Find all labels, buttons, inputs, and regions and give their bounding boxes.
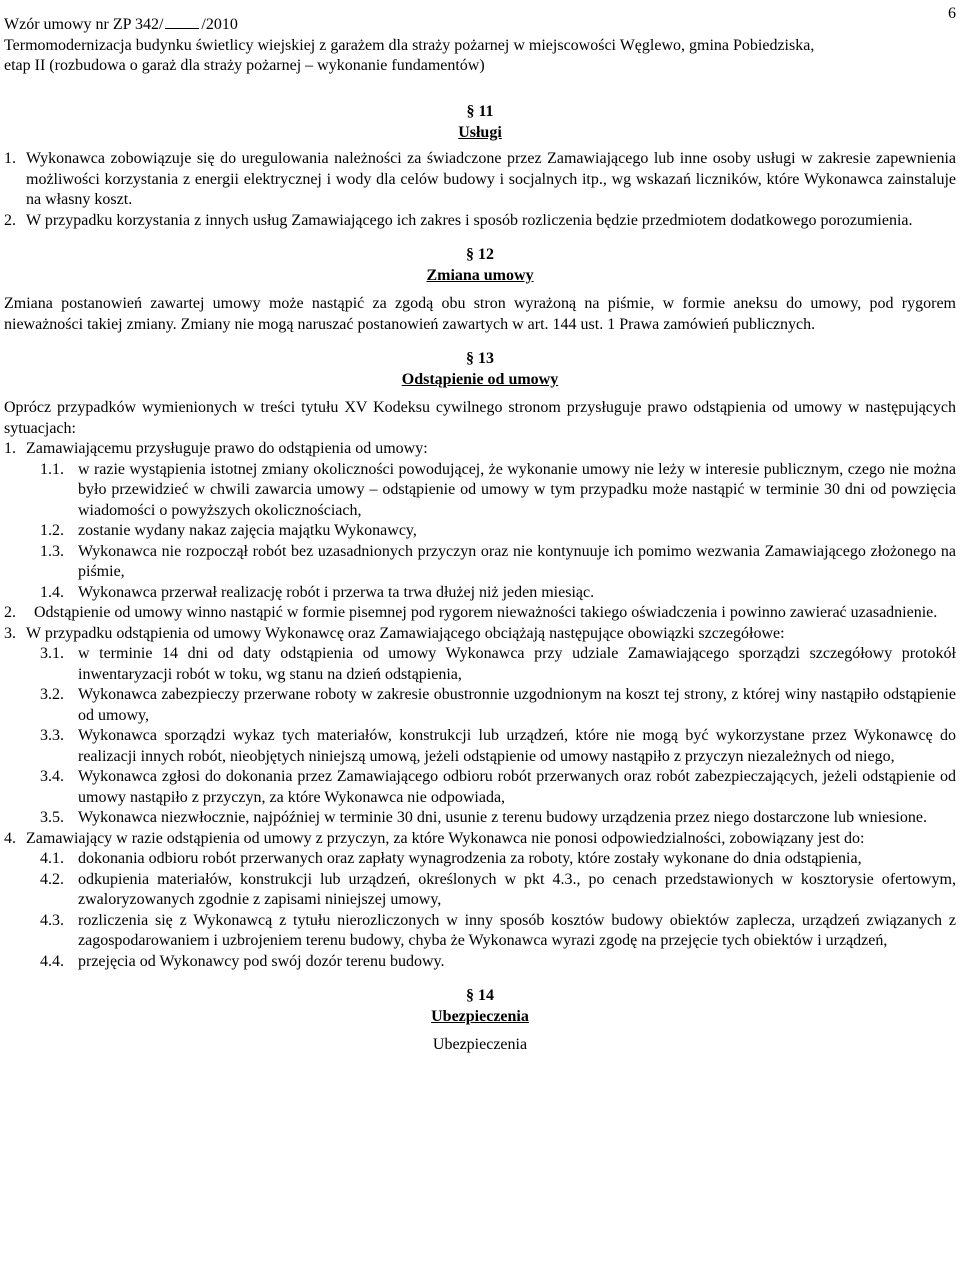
sub-list-item: 3.4. Wykonawca zgłosi do dokonania przez Zamawiającego odbioru robót przerwanych oraz robót zabezpieczających, jeżeli odstąpienie od umowy nastąpiło z przyczyn, za które Wykonawca nie odpowiada,: [40, 768, 956, 806]
sub-list-item: 4.4. przejęcia od Wykonawcy pod swój dozór terenu budowy.: [40, 952, 445, 970]
sub-list-item: 1.2. zostanie wydany nakaz zajęcia majątku Wykonawcy,: [40, 522, 417, 539]
document-header: [4, 14, 944, 77]
list-item: 2. W przypadku korzystania z innych usług Zamawiającego ich zakres i sposób rozliczenia będzie przedmiotem dodatkowego porozumienia.: [4, 211, 913, 229]
project-title-line2: etap II (rozbudowa o garaż dla straży pożarnej – wykonanie fundamentów): [4, 57, 485, 74]
list-item: 3. W przypadku odstąpienia od umowy Wykonawcę oraz Zamawiającego obciążają następujące obowiązki szczegółowe:: [4, 624, 785, 642]
sub-list-item: 4.1. dokonania odbioru robót przerwanych oraz zapłaty wynagrodzenia za roboty, które zostały wykonane do dnia odstąpienia,: [40, 850, 862, 867]
sub-list-item: 3.5. Wykonawca niezwłocznie, najpóźniej w terminie 30 dni, usunie z terenu budowy urządzenia przez niego dostarczone lub wniesione.: [40, 809, 927, 826]
section-12-heading: [4, 245, 956, 286]
list-item: 1. Wykonawca zobowiązuje się do uregulowania należności za świadczone przez Zamawiającego lub inne osoby usługi w zakresie zapewnienia możliwości korzystania z energii elektrycznej i wody dla celów budowy i socjalnych itp., wg wskazań liczników, które Wykonawca zainstaluje na własny koszt.: [4, 150, 956, 208]
section-12-text: Zmiana postanowień zawartej umowy może nastąpić za zgodą obu stron wyrażoną na piśmie, w formie aneksu do umowy, pod rygorem nieważności takiej zmiany. Zmiany nie mogą naruszać postanowień zawartych w art. 144 ust. 1 Prawa zamówień publicznych.: [4, 295, 956, 333]
section-11-heading: [4, 102, 956, 143]
contract-number-prefix: Wzór umowy nr ZP 342/: [4, 16, 164, 33]
list-item: 4. Zamawiający w razie odstąpienia od umowy z przyczyn, za które Wykonawca nie ponosi odpowiedzialności, zobowiązany jest do:: [4, 829, 865, 847]
contract-number-suffix: /2010: [201, 16, 238, 33]
sub-list-item: 1.3. Wykonawca nie rozpoczął robót bez uzasadnionych przyczyn oraz nie kontynuuje ich pomimo wezwania Zamawiającego złożonego na piśmie,: [40, 542, 956, 580]
sub-list-item: 3.2. Wykonawca zabezpieczy przerwane roboty w zakresie obustronnie uzgodnionym na koszt tej strony, z której winy nastąpiło odstąpienie od umowy,: [40, 686, 956, 724]
section-number: § 12: [466, 246, 494, 263]
document-body: [4, 102, 956, 1056]
sub-list-item: 1.1. w razie wystąpienia istotnej zmiany okoliczności powodującej, że wykonanie umowy nie leży w interesie publicznym, czego nie można było przewidzieć w chwili zawarcia umowy – odstąpienie od umowy w tym przypadku może nastąpić w terminie 30 dni od powzięcia wiadomości o powyższych okolicznościach,: [40, 460, 956, 519]
section-title: Usługi: [458, 123, 502, 141]
section-14-subtitle: Ubezpieczenia: [432, 1036, 528, 1053]
section-13-intro: Oprócz przypadków wymienionych w treści tytułu XV Kodeksu cywilnego stronom przysługuje prawo odstąpienia od umowy w następujących sytuacjach:: [4, 399, 956, 437]
section-number: § 11: [466, 103, 494, 120]
list-item: 2. Odstąpienie od umowy winno nastąpić w formie pisemnej pod rygorem nieważności takiego oświadczenia i powinno zawierać uzasadnienie.: [4, 604, 938, 621]
section-number: § 13: [466, 350, 494, 367]
list-item: 1. Zamawiającemu przysługuje prawo do odstąpienia od umowy:: [4, 440, 428, 457]
section-number: § 14: [466, 987, 494, 1004]
contract-number-blank: [165, 14, 199, 29]
sub-list-item: 3.3. Wykonawca sporządzi wykaz tych materiałów, konstrukcji lub urządzeń, które nie mogą być wykorzystane przez Wykonawcę do realizacji innych robót, nieobjętych niniejszą umową, jeżeli odstąpienie od umowy nastąpiło z przyczyn niezależnych od niego,: [40, 727, 956, 765]
section-title: Zmiana umowy: [426, 266, 534, 284]
sub-list-item: 4.2. odkupienia materiałów, konstrukcji lub urządzeń, określonych w pkt 4.3., po cenach przedstawionych w kosztorysie ofertowym, zwaloryzowanych zgodnie z zapisami niniejszej umowy,: [40, 870, 956, 908]
section-title: Odstąpienie od umowy: [401, 370, 559, 388]
page-number: 6: [948, 5, 956, 22]
sub-list-item: 1.4. Wykonawca przerwał realizację robót i przerwa ta trwa dłużej niż jeden miesiąc.: [40, 583, 595, 601]
sub-list-item: 3.1. w terminie 14 dni od daty odstąpienia od umowy Wykonawca przy udziale Zamawiającego sporządzi szczegółowy protokół inwentaryzacji robót w toku, wg stanu na dzień odstąpienia,: [40, 645, 956, 683]
section-title: Ubezpieczenia: [431, 1007, 529, 1025]
section-13-heading: [4, 349, 956, 390]
project-title-line1: Termomodernizacja budynku świetlicy wiejskiej z garażem dla straży pożarnej w miejscowości Węglewo, gmina Pobiedziska,: [4, 36, 815, 54]
contract-number: [4, 14, 944, 36]
sub-list-item: 4.3. rozliczenia się z Wykonawcą z tytułu nierozliczonych w inny sposób kosztów budowy obiektów zaplecza, urządzeń związanych z zagospodarowaniem i uzbrojeniem terenu budowy, chyba że Wykonawca wyrazi zgodę na przejęcie tych obiektów i urządzeń,: [40, 911, 956, 949]
section-14-heading: [4, 986, 956, 1027]
